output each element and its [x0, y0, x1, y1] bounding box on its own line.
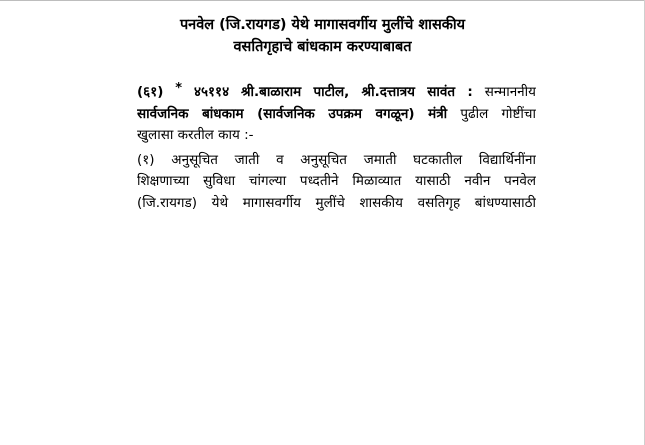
question-minister-line	[137, 103, 536, 125]
question-id: ४५११४	[193, 84, 230, 100]
question-number: (६१)	[137, 84, 164, 100]
page-title-line-1: पनवेल (जि.रायगड) येथे मागासवर्गीय मुलींचे शासकीय	[179, 17, 466, 33]
minister-title: सार्वजनिक बांधकाम (सार्वजनिक उपक्रम वगळून) मंत्री	[137, 106, 448, 122]
question-line-2-rest: पुढील गोष्टींचा	[460, 106, 536, 122]
part-1-line-3: (जि.रायगड) येथे मागासवर्गीय मुलींचे शासकीय वसतिगृह बांधण्यासाठी	[137, 195, 536, 211]
part-1-line-2: शिक्षणाच्या सुविधा चांगल्या पध्दतीने मिळाव्यात यासाठी नवीन पनवेल	[137, 173, 536, 189]
starred-question-marker: *	[175, 81, 183, 96]
question-members: श्री.बाळाराम पाटील, श्री.दत्तात्रय सावंत :	[240, 84, 473, 100]
top-border	[0, 0, 645, 1]
question-header-line	[137, 81, 536, 104]
part-1-line-1: (१) अनुसूचित जाती व अनुसूचित जमाती घटकातील विद्यार्थिनींना	[137, 152, 536, 168]
question-line-3: खुलासा करतील काय :-	[137, 127, 254, 143]
page-title-line-2: वसतिगृहाचे बांधकाम करण्याबाबत	[233, 39, 412, 55]
question-line-1-rest: सन्माननीय	[484, 84, 536, 100]
